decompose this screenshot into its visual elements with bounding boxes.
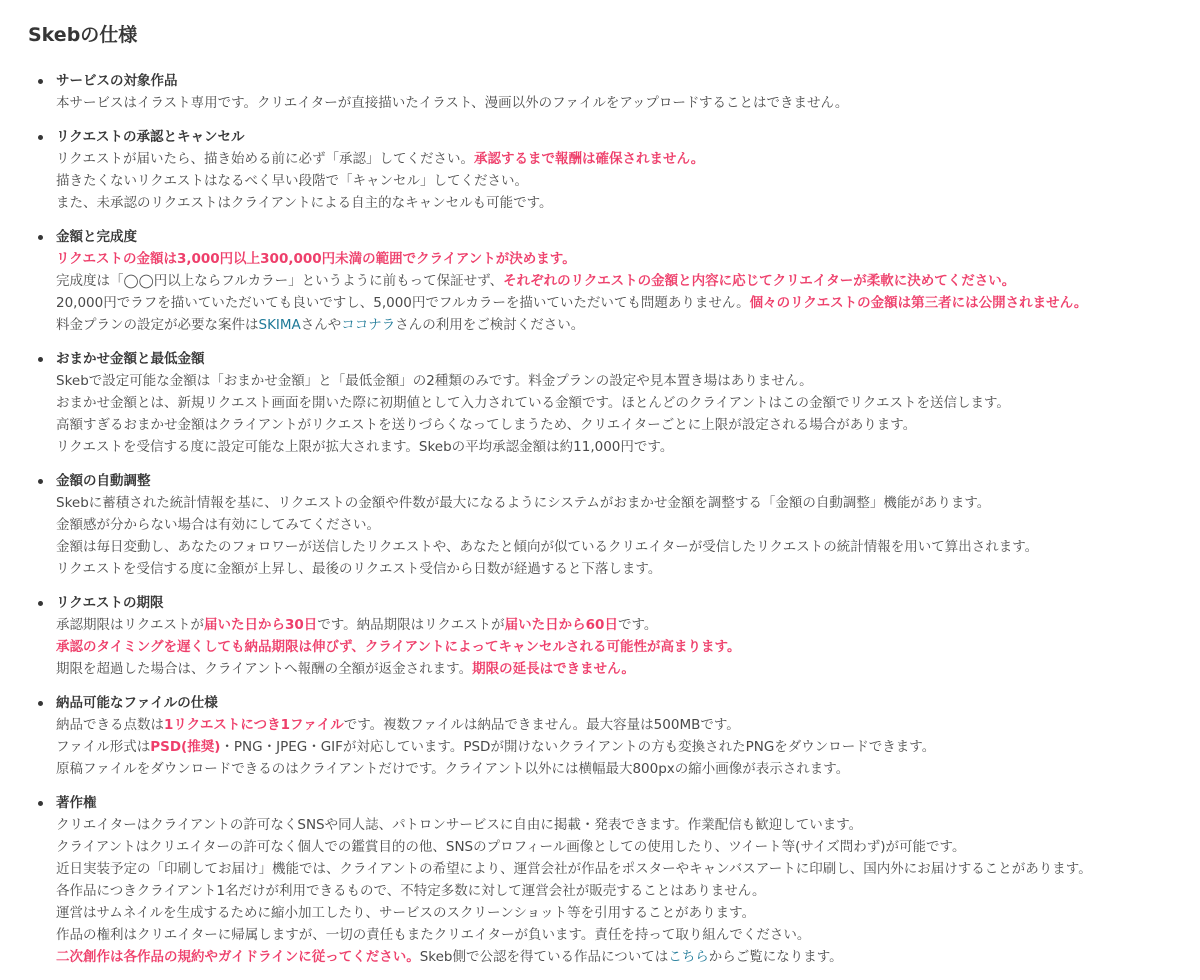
spec-section	[28, 692, 1200, 780]
section-heading: サービスの対象作品	[56, 73, 178, 89]
section-line	[56, 946, 1200, 968]
body-text: クライアントはクリエイターの許可なく個人での鑑賞目的の他、SNSのプロフィール画像としての使用したり、ツイート等(サイズ問わず)が可能です。	[56, 839, 966, 855]
bullet-icon	[38, 135, 43, 140]
skima-link[interactable]: SKIMA	[258, 317, 301, 333]
body-text: 納品できる点数は	[56, 717, 164, 733]
bullet-icon	[38, 801, 43, 806]
page-title: Skebの仕様	[28, 24, 138, 46]
section-line	[56, 536, 1200, 558]
emphasis-text: 1リクエストにつき1ファイル	[164, 717, 344, 733]
section-line	[56, 880, 1200, 902]
body-text: 作品の権利はクリエイターに帰属しますが、一切の責任もまたクリエイターが負います。責任を持って取り組んでください。	[56, 927, 811, 943]
bullet-icon	[38, 479, 43, 484]
body-text: 高額すぎるおまかせ金額はクライアントがリクエストを送りづらくなってしまうため、クリエイターごとに上限が設定される場合があります。	[56, 417, 917, 433]
body-text: 期限を超過した場合は、クライアントへ報酬の全額が返金されます。	[56, 661, 473, 677]
body-text: 各作品につきクライアント1名だけが利用できるもので、不特定多数に対して運営会社が販売することはありません。	[56, 883, 766, 899]
section-line	[56, 270, 1200, 292]
section-line	[56, 836, 1200, 858]
section-line	[56, 148, 1200, 170]
body-text: リクエストを受信する度に金額が上昇し、最後のリクエスト受信から日数が経過すると下落します。	[56, 561, 662, 577]
section-heading: 納品可能なファイルの仕様	[56, 695, 218, 711]
emphasis-text: 承認するまで報酬は確保されません。	[473, 151, 705, 167]
body-text: 近日実装予定の「印刷してお届け」機能では、クライアントの希望により、運営会社が作品をポスターやキャンバスアートに印刷し、国内外にお届けすることがあります。	[56, 861, 1092, 877]
body-text: 承認期限はリクエストが	[56, 617, 204, 633]
body-text: Skebで設定可能な金額は「おまかせ金額」と「最低金額」の2種類のみです。料金プランの設定や見本置き場はありません。	[56, 373, 813, 389]
section-line	[56, 924, 1200, 946]
section-line	[56, 658, 1200, 680]
emphasis-text: 二次創作は各作品の規約やガイドラインに従ってください。	[56, 949, 420, 965]
section-line	[56, 292, 1200, 314]
section-heading: おまかせ金額と最低金額	[56, 351, 205, 367]
section-line	[56, 170, 1200, 192]
body-text: リクエストを受信する度に設定可能な上限が拡大されます。Skebの平均承認金額は約11,000円です。	[56, 439, 674, 455]
section-line	[56, 436, 1200, 458]
section-line	[56, 392, 1200, 414]
body-text: クリエイターはクライアントの許可なくSNSや同人誌、パトロンサービスに自由に掲載・発表できます。作業配信も歓迎しています。	[56, 817, 863, 833]
section-line	[56, 636, 1200, 658]
spec-section	[28, 70, 1200, 114]
spec-section	[28, 126, 1200, 214]
section-heading: 金額の自動調整	[56, 473, 151, 489]
emphasis-text: 承認のタイミングを遅くしても納品期限は伸びず、クライアントによってキャンセルされる可能性が高まります。	[56, 639, 741, 655]
section-line	[56, 902, 1200, 924]
section-line	[56, 736, 1200, 758]
section-line	[56, 370, 1200, 392]
section-line	[56, 414, 1200, 436]
emphasis-text: それぞれのリクエストの金額と内容に応じてクリエイターが柔軟に決めてください。	[503, 273, 1016, 289]
spec-section	[28, 226, 1200, 336]
body-text: また、未承認のリクエストはクライアントによる自主的なキャンセルも可能です。	[56, 195, 553, 211]
body-text: 金額感が分からない場合は有効にしてみてください。	[56, 517, 380, 533]
body-text: です。複数ファイルは納品できません。最大容量は500MBです。	[343, 717, 740, 733]
body-text: さんや	[300, 317, 342, 333]
body-text: 本サービスはイラスト専用です。クリエイターが直接描いたイラスト、漫画以外のファイルをアップロードすることはできません。	[56, 95, 849, 111]
body-text: 完成度は「◯◯円以上ならフルカラー」というように前もって保証せず、	[56, 273, 504, 289]
spec-section	[28, 792, 1200, 968]
section-line	[56, 758, 1200, 780]
section-line	[56, 558, 1200, 580]
official-works-link[interactable]: こちら	[668, 949, 709, 965]
emphasis-text: 届いた日から60日	[504, 617, 618, 633]
section-heading: 金額と完成度	[56, 229, 137, 245]
body-text: さんの利用をご検討ください。	[395, 317, 585, 333]
emphasis-text: PSD(推奨)	[150, 739, 221, 755]
body-text: 金額は毎日変動し、あなたのフォロワーが送信したリクエストや、あなたと傾向が似ているクリエイターが受信したリクエストの統計情報を用いて算出されます。	[56, 539, 1039, 555]
body-text: Skeb側で公認を得ている作品については	[419, 949, 669, 965]
bullet-icon	[38, 79, 43, 84]
body-text: ・PNG・JPEG・GIFが対応しています。PSDが開けないクライアントの方も変換されたPNGをダウンロードできます。	[220, 739, 936, 755]
body-text: リクエストが届いたら、描き始める前に必ず「承認」してください。	[56, 151, 474, 167]
section-line	[56, 492, 1200, 514]
body-text: 原稿ファイルをダウンロードできるのはクライアントだけです。クライアント以外には横幅最大800pxの縮小画像が表示されます。	[56, 761, 850, 777]
bullet-icon	[38, 357, 43, 362]
section-heading: 著作権	[56, 795, 97, 811]
coconala-link[interactable]: ココナラ	[341, 317, 396, 333]
body-text: ファイル形式は	[56, 739, 151, 755]
spec-list	[28, 70, 1200, 968]
spec-section	[28, 470, 1200, 580]
section-heading: リクエストの承認とキャンセル	[56, 129, 245, 145]
body-text: Skebに蓄積された統計情報を基に、リクエストの金額や件数が最大になるようにシステムがおまかせ金額を調整する「金額の自動調整」機能があります。	[56, 495, 991, 511]
section-line	[56, 192, 1200, 214]
body-text: 運営はサムネイルを生成するために縮小加工したり、サービスのスクリーンショット等を引用することがあります。	[56, 905, 756, 921]
spec-section	[28, 592, 1200, 680]
body-text: 描きたくないリクエストはなるべく早い段階で「キャンセル」してください。	[56, 173, 528, 189]
emphasis-text: 届いた日から30日	[203, 617, 318, 633]
emphasis-text: リクエストの金額は3,000円以上300,000円未満の範囲でクライアントが決めます。	[56, 251, 576, 267]
section-line	[56, 858, 1200, 880]
body-text: 20,000円でラフを描いていただいても良いですし、5,000円でフルカラーを描いていただいても問題ありません。	[56, 295, 750, 311]
bullet-icon	[38, 235, 43, 240]
emphasis-text: 個々のリクエストの金額は第三者には公開されません。	[749, 295, 1088, 311]
body-text: です。納品期限はリクエストが	[317, 617, 505, 633]
section-line	[56, 92, 1200, 114]
body-text: 料金プランの設定が必要な案件は	[56, 317, 259, 333]
section-line	[56, 248, 1200, 270]
section-line	[56, 314, 1200, 336]
emphasis-text: 期限の延長はできません。	[472, 661, 635, 677]
bullet-icon	[38, 601, 43, 606]
section-heading: リクエストの期限	[56, 595, 164, 611]
spec-section	[28, 348, 1200, 458]
section-line	[56, 814, 1200, 836]
section-line	[56, 614, 1200, 636]
section-line	[56, 714, 1200, 736]
bullet-icon	[38, 701, 43, 706]
body-text: おまかせ金額とは、新規リクエスト画面を開いた際に初期値として入力されている金額です。ほとんどのクライアントはこの金額でリクエストを送信します。	[56, 395, 1010, 411]
body-text: です。	[617, 617, 658, 633]
section-line	[56, 514, 1200, 536]
body-text: からご覧になります。	[708, 949, 843, 965]
